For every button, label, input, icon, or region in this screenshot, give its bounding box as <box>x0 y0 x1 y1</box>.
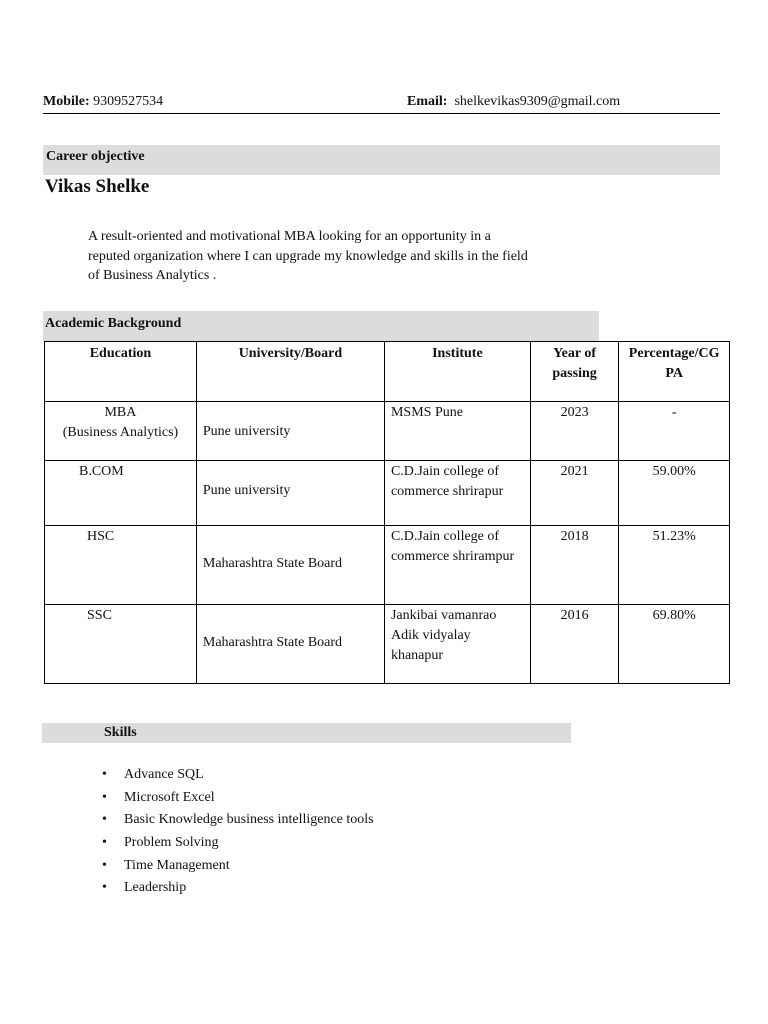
university-value: Maharashtra State Board <box>202 556 343 571</box>
institute-line: C.D.Jain college of <box>390 529 500 544</box>
year-cell: 2016 <box>530 605 619 684</box>
header-year-line: Year of <box>553 346 597 361</box>
header-percentage-line: Percentage/CG <box>628 346 720 361</box>
objective-line: A result-oriented and motivational MBA looking for an opportunity in a <box>88 229 491 244</box>
list-item <box>102 788 374 811</box>
education-name: HSC <box>87 529 115 544</box>
university-value: Pune university <box>202 424 291 439</box>
percentage-cell: 69.80% <box>619 605 730 684</box>
bullet-icon: • <box>102 812 107 828</box>
bullet-icon: • <box>102 767 107 782</box>
career-objective-heading: Career objective <box>43 145 720 175</box>
list-item <box>102 810 374 833</box>
institute-line: khanapur <box>390 648 444 663</box>
header-year-line: passing <box>552 366 597 381</box>
candidate-name: Vikas Shelke <box>45 176 150 197</box>
institute-line: commerce shrirampur <box>390 549 515 564</box>
skill-label: Basic Knowledge business intelligence tools <box>124 812 374 828</box>
list-item <box>102 878 374 901</box>
skills-list <box>102 765 374 901</box>
institute-line: commerce shrirapur <box>390 484 504 499</box>
mobile-value: 9309527534 <box>93 94 164 109</box>
list-item <box>102 833 374 856</box>
year-cell: 2023 <box>530 402 619 461</box>
institute-cell <box>384 402 530 461</box>
table-row <box>45 402 730 461</box>
percentage-cell: - <box>619 402 730 461</box>
mobile-label: Mobile: <box>43 94 90 109</box>
education-name: MBA <box>104 405 137 420</box>
header-education: Education <box>45 342 197 402</box>
education-name: B.COM <box>79 464 124 479</box>
objective-line: reputed organization where I can upgrade my knowledge and skills in the field <box>88 248 528 264</box>
university-cell <box>196 402 384 461</box>
skills-heading: Skills <box>42 723 571 743</box>
education-cell <box>45 526 197 605</box>
percentage-cell: 59.00% <box>619 461 730 526</box>
year-cell: 2021 <box>530 461 619 526</box>
education-cell <box>45 461 197 526</box>
academic-background-heading: Academic Background <box>43 311 599 341</box>
university-cell <box>196 605 384 684</box>
contact-mobile <box>43 94 163 110</box>
skill-label: Microsoft Excel <box>124 789 215 805</box>
table-row <box>45 526 730 605</box>
bullet-icon: • <box>102 857 107 873</box>
bullet-icon: • <box>102 789 107 805</box>
table-row <box>45 461 730 526</box>
institute-line: Adik vidyalay <box>390 628 471 643</box>
career-objective-text <box>88 227 588 286</box>
header-year <box>530 342 619 402</box>
email-value: shelkevikas9309@gmail.com <box>454 94 621 109</box>
university-value: Pune university <box>202 483 291 498</box>
year-cell: 2018 <box>530 526 619 605</box>
bullet-icon: • <box>102 880 107 896</box>
university-cell <box>196 526 384 605</box>
education-cell <box>45 605 197 684</box>
skill-label: Problem Solving <box>124 835 219 851</box>
table-row <box>45 605 730 684</box>
university-value: Maharashtra State Board <box>202 635 343 650</box>
table-header-row <box>45 342 730 402</box>
education-specialization: (Business Analytics) <box>62 425 179 440</box>
skill-label: Advance SQL <box>124 767 204 782</box>
percentage-cell: 51.23% <box>619 526 730 605</box>
header-percentage <box>619 342 730 402</box>
skill-label: Leadership <box>124 880 187 896</box>
objective-line: of Business Analytics . <box>88 268 217 283</box>
institute-line: MSMS Pune <box>390 405 463 420</box>
university-cell <box>196 461 384 526</box>
header-percentage-line: PA <box>665 366 683 381</box>
education-table <box>44 341 730 684</box>
email-label: Email: <box>407 94 448 109</box>
institute-line: Jankibai vamanrao <box>390 608 497 623</box>
header-university: University/Board <box>196 342 384 402</box>
education-cell <box>45 402 197 461</box>
skill-label: Time Management <box>124 857 230 873</box>
header-institute: Institute <box>384 342 530 402</box>
institute-line: C.D.Jain college of <box>390 464 500 479</box>
list-item <box>102 765 374 788</box>
list-item <box>102 856 374 879</box>
education-name: SSC <box>87 608 112 623</box>
bullet-icon: • <box>102 835 107 851</box>
contact-email <box>407 94 620 110</box>
institute-cell <box>384 461 530 526</box>
contact-line <box>43 94 720 114</box>
institute-cell <box>384 605 530 684</box>
institute-cell <box>384 526 530 605</box>
